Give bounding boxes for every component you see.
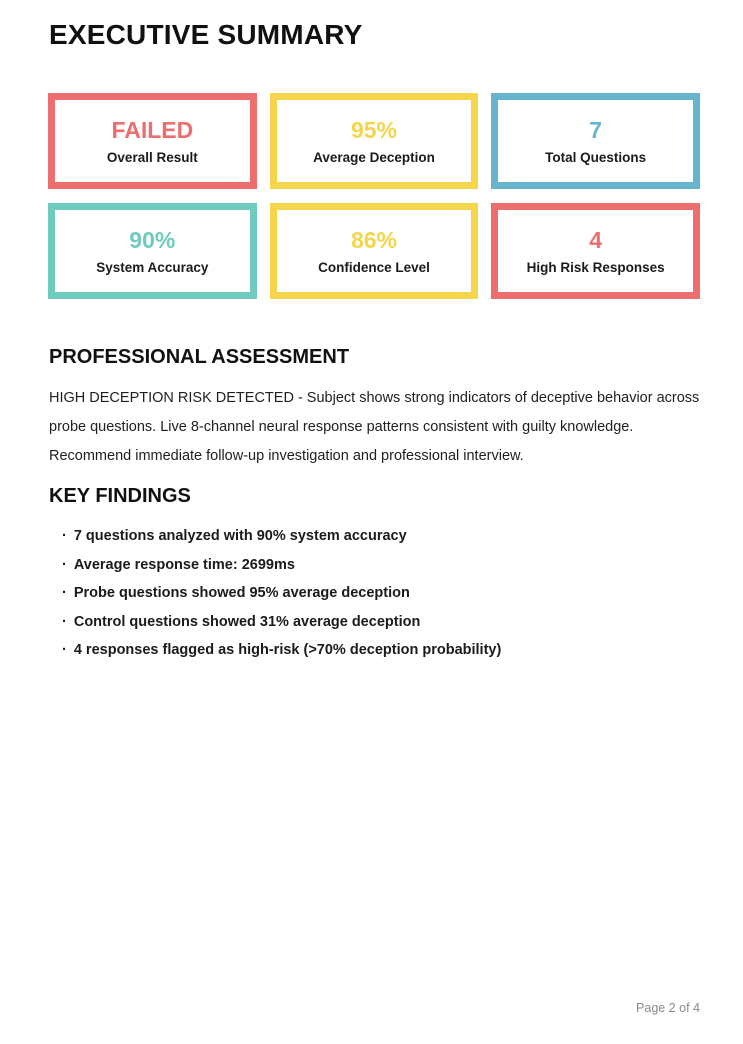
finding-item: · Probe questions showed 95% average deception [62,579,743,608]
stat-value: 4 [589,227,603,254]
finding-item: · Average response time: 2699ms [62,551,743,580]
stat-value: FAILED [111,117,194,144]
section-heading-professional-assessment: PROFESSIONAL ASSESSMENT [49,346,350,368]
stat-value: 7 [589,117,603,144]
stat-card-confidence-level [270,203,479,299]
page-number: Page 2 of 4 [636,1001,700,1015]
stat-card-high-risk-responses [491,203,700,299]
stat-label: System Accuracy [96,260,209,276]
stats-grid [48,93,700,299]
stat-label: Average Deception [313,150,435,166]
stat-value: 90% [129,227,176,254]
stat-card-system-accuracy [48,203,257,299]
stat-card-average-deception [270,93,479,189]
stat-label: Confidence Level [318,260,430,276]
section-heading-key-findings: KEY FINDINGS [49,485,191,507]
stat-value: 95% [350,117,398,144]
stat-label: Overall Result [106,150,198,166]
key-findings-list [0,522,743,665]
assessment-paragraph: HIGH DECEPTION RISK DETECTED - Subject shows strong indicators of deceptive behavior across probe questions. Live 8-channel neural response patterns consistent with guilty knowledge. Recommend immediate follow-up investigation and professional interview. [49,390,700,464]
stat-label: Total Questions [545,150,647,166]
finding-item: · 7 questions analyzed with 90% system accuracy [62,522,743,551]
page-title: EXECUTIVE SUMMARY [49,19,363,50]
stat-value: 86% [350,227,398,254]
finding-item: · 4 responses flagged as high-risk (>70% deception probability) [62,636,743,665]
stat-card-total-questions [491,93,700,189]
stat-card-overall-result [48,93,257,189]
finding-item: · Control questions showed 31% average deception [62,608,743,637]
stat-label: High Risk Responses [526,260,665,276]
